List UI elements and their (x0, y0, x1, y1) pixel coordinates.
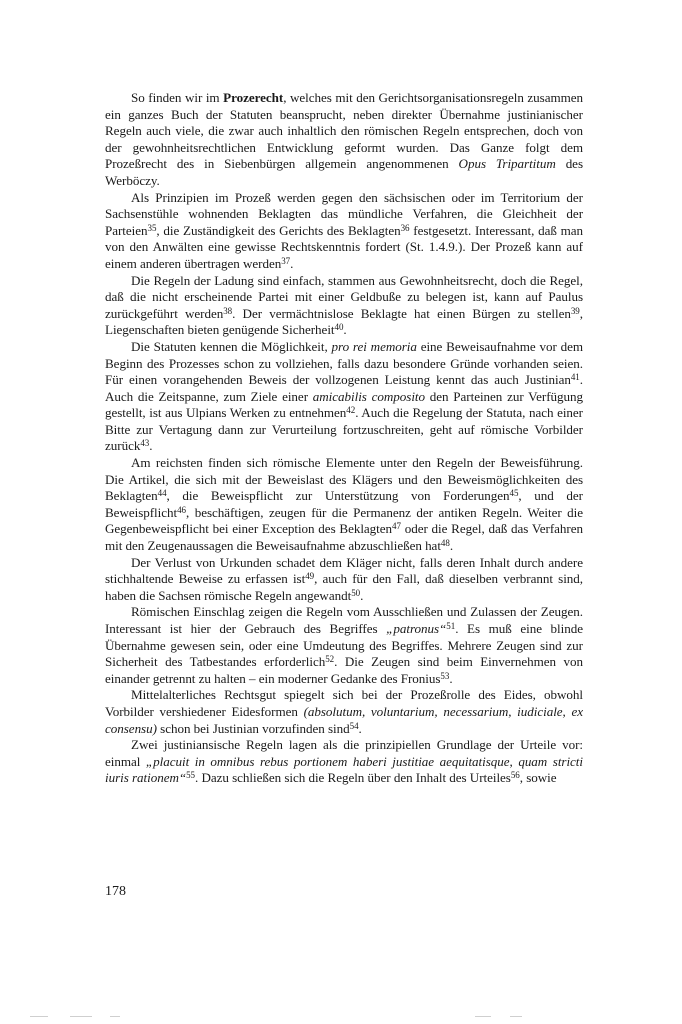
footnote-marker: 55 (186, 770, 196, 781)
paragraph (105, 90, 583, 190)
text-run: . Dazu schließen sich die Regeln über den Inhalt des Urteiles (195, 770, 511, 786)
text-run: , und der Beweispflicht (105, 488, 583, 520)
paragraph (105, 190, 583, 273)
footnote-marker: 46 (177, 504, 186, 515)
italic-term: „patronus“ (386, 621, 447, 636)
footnote-marker: 37 (281, 255, 291, 266)
footnote-marker: 40 (334, 322, 344, 333)
italic-term: Opus Tripartitum (458, 156, 556, 172)
text-run: Am reichsten finden sich römische Elemente unter den Regeln der Beweisführung. Die Artikel, die sich mit der Beweislast des Klägers und den Beweismöglichkeiten des Beklagten (105, 455, 583, 504)
text-run: Mittelalterliches Rechtsgut spiegelt sich bei der Prozeßrolle des Eides, obwohl Vorbilder vershiedener Eidesformen (105, 687, 583, 719)
text-run: Als Prinzipien im Prozeß werden gegen den sächsischen oder im Territorium der Sachsenstühle wohnenden Beklagten das mündliche Verfahren, die Gleichheit der Parteien (105, 189, 583, 238)
text-run: Der Verlust von Urkunden schadet dem Kläger nicht, falls deren Inhalt durch andere stichhaltende Beweise zu erfassen ist (105, 554, 583, 587)
text-run: . (149, 438, 153, 454)
italic-term: amicabilis composito (312, 388, 425, 404)
footnote-marker: 49 (305, 571, 315, 582)
footnote-marker: 42 (346, 405, 356, 416)
paragraph (105, 273, 583, 339)
text-run: . Der vermächtnislose Beklagte hat einen Bürgen zu stellen (232, 305, 571, 321)
text-run: . Auch die Zeitspanne, zum Ziele einer (105, 372, 583, 404)
text-run: . (358, 720, 362, 736)
text-run: So finden wir im (131, 90, 224, 105)
text-run: Die Statuten kennen die Möglichkeit, (131, 338, 332, 354)
text-run: , die Beweispflicht zur Unterstützung von Forderungen (166, 488, 510, 504)
footnote-marker: 43 (140, 438, 150, 449)
italic-term: „placuit in omnibus rebus portionem haberi justitiae aequitatisque, quam stricti iuris rationem“ (105, 753, 583, 786)
footnote-marker: 51 (446, 621, 456, 631)
text-run: Zwei justiniansische Regeln lagen als die prinzipiellen Grundlage der Urteile vor: einmal (105, 737, 583, 769)
scan-artifact-marks (30, 1016, 650, 1018)
italic-term: (absolutum, voluntarium, necessarium, iudiciale, ex consensu) (105, 703, 584, 736)
text-run: , welches mit den Gerichtsorganisationsregeln zusammen ein ganzes Buch der Statuten beansprucht, neben direkter Übernahme justinianischer Regeln auch viele, die zwar auch inhaltlich den römischen Regeln entsprechen, doch von der gewohnheitsrechtlichen Entwicklung geformt wurden. Das Ganze folgt dem Prozeßrecht des in Siebenbürgen allgemein angenommenen (105, 90, 583, 172)
paragraph (105, 737, 583, 787)
text-run: . Auch die Regelung der Statuta, nach einer Bitte zur Vertagung dann zur Verurteilung fortzuschreiten, geht auf römische Vorbilder zurück (105, 405, 583, 454)
footnote-marker: 50 (351, 587, 361, 598)
text-run: . (449, 538, 454, 554)
text-run: . (343, 322, 347, 338)
text-run: . Es muß eine blinde Übernahme gewesen sein, oder eine Umdeutung des Begriffes. Mehrere Zeugen sind zur Sicherheit des Tatbestandes erforderlich (105, 621, 583, 670)
text-run: Die Regeln der Ladung sind einfach, stammen aus Gewohnheitsrecht, doch die Regel, daß die nicht erscheinende Partei mit einer Geldbuße zu belegen ist, kann auf Paulus zurückgeführt werden (105, 272, 583, 321)
paragraph (105, 687, 583, 737)
footnote-marker: 48 (440, 538, 450, 549)
body-text (105, 90, 583, 787)
page-number: 178 (105, 884, 126, 899)
footnote-marker: 56 (510, 770, 520, 781)
text-run: festgesetzt. Interessant, daß man von den Anwälten eine gewisse Rechtskenntnis fordert (St. 1.4.9.). Der Prozeß kann auf einem anderen übertragen werden (105, 222, 583, 271)
text-run: oder die Regel, daß das Verfahren mit den Zeugenaussagen die Beweisaufnahme abzuschließen hat (105, 521, 583, 554)
bold-term: Prozerecht (223, 90, 284, 105)
paragraph (105, 339, 583, 455)
footnote-marker: 54 (349, 720, 359, 731)
text-run: den Parteinen zur Verfügung gestellt, ist aus Ulpians Werken zu entnehmen (105, 388, 583, 421)
italic-term: pro rei memoria (331, 338, 417, 354)
footnote-marker: 35 (147, 222, 157, 233)
text-run: . Die Zeugen sind beim Einvernehmen von einander getrennt zu halten – ein moderner Gedanke des Fronius (105, 654, 583, 686)
text-run: , sowie (519, 770, 557, 786)
footnote-marker: 45 (509, 488, 519, 499)
footnote-marker: 44 (157, 488, 167, 499)
paragraph (105, 604, 583, 687)
footnote-marker: 47 (392, 521, 401, 532)
text-run: eine Beweisaufnahme vor dem Beginn des Prozesses schon zu vollziehen, falls dazu besondere Gründe vorhanden seien. Für einen vorangehenden Beweis der vollzogenen Leistung kennt das auch Justinian (105, 338, 583, 388)
text-run: , auch für den Fall, daß dieselben verbrannt sind, haben die Sachsen römische Regeln angewandt (105, 571, 583, 603)
footnote-marker: 38 (223, 305, 233, 316)
text-run: , Liegenschaften bieten genügende Sicherheit (105, 305, 583, 338)
footnote-marker: 36 (400, 222, 410, 233)
paragraph (105, 455, 583, 555)
footnote-marker: 41 (570, 372, 580, 383)
text-run: . (449, 670, 453, 686)
text-run: des Werböczy. (105, 156, 583, 188)
text-run: . (290, 255, 294, 271)
footnote-marker: 53 (440, 670, 450, 681)
paragraph (105, 555, 583, 605)
text-run: . (360, 587, 364, 603)
text-run: Römischen Einschlag zeigen die Regeln vom Ausschließen und Zulassen der Zeugen. Interessant ist hier der Gebrauch des Begriffes (105, 604, 583, 636)
footnote-marker: 52 (325, 654, 335, 665)
text-run: , beschäftigen, zeugen für die Permanenz der antiken Regeln. Weiter die Gegenbeweispflicht bei einer Exception des Beklagten (105, 504, 583, 537)
text-run: schon bei Justinian vorzufinden sind (156, 720, 350, 736)
footnote-marker: 39 (570, 305, 580, 316)
text-run: , die Zuständigkeit des Gerichts des Beklagten (156, 222, 401, 238)
